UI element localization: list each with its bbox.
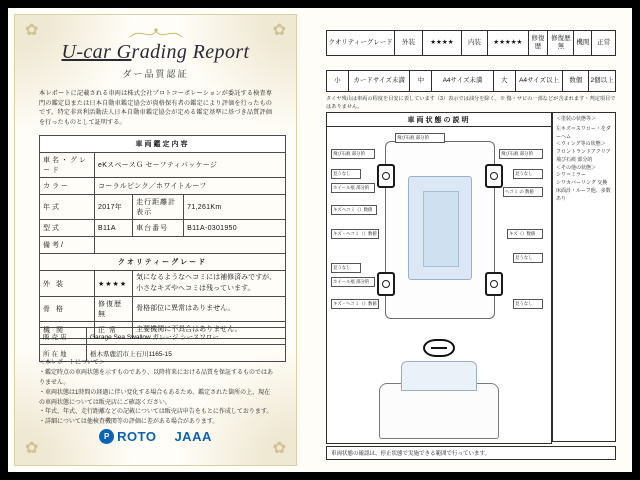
- logo-row: [15, 423, 296, 449]
- diagram-label: 飛び石痕 部分的: [499, 149, 543, 159]
- page-title-rest: rading Report: [131, 41, 250, 63]
- ornament-icon: ✿: [25, 440, 39, 457]
- car-rear-body: [379, 383, 499, 439]
- diagram-label: キズ（）数値: [507, 229, 543, 239]
- wheel-front-right: [485, 164, 503, 188]
- quality-interior-stars: ★★★★★: [488, 31, 529, 55]
- row-value-remark: [95, 237, 286, 254]
- page-subtitle: ダー品質認証: [122, 69, 189, 79]
- row-label-year: 年式: [40, 195, 95, 220]
- quality-interior-label: 内装: [462, 31, 488, 55]
- quality-grade-bar: [326, 30, 616, 56]
- car-top-view: [385, 141, 495, 319]
- diagram-label: 見うなし: [513, 299, 543, 309]
- legend-line: シワカバーリング 交換: [556, 180, 608, 186]
- page-title: [15, 41, 296, 64]
- disclaimer-notes: [39, 359, 274, 428]
- diagram-label: キズ・ヘコミ（）数値: [331, 299, 379, 309]
- grade-table-header: クオリティーグレード: [40, 254, 286, 271]
- left-panel: [8, 8, 303, 472]
- size-count-label: 数個: [563, 71, 589, 91]
- diagram-label: 飛び石痕 部分的: [395, 133, 445, 143]
- ornament-icon: ✿: [25, 22, 39, 39]
- grade-stars-exterior: ★★★★: [95, 271, 133, 297]
- row-value-color: コーラルピンク／ホワイトルーフ: [95, 178, 286, 195]
- note-line: ＜本レポートについて＞: [39, 360, 105, 366]
- grading-report-sheet: [8, 8, 632, 472]
- grade-note-frame: 骨格部位に異常はありません。: [133, 297, 286, 322]
- dealer-value-address: 栃木県鹿沼市上石川1165-15: [87, 345, 286, 362]
- size-medium-label: 中: [410, 71, 432, 91]
- diagram-label: ホイール痕 部分的: [331, 183, 375, 193]
- row-value-model-code: B11A: [95, 220, 133, 237]
- note-line: ・年式、年式、走行距離などの記載については販売店申告をもとに作成しております。: [39, 409, 273, 416]
- car-rear-view: [379, 361, 499, 439]
- size-small-label: 小: [327, 71, 349, 91]
- dealer-value-store: Garage Sea Swallow ガレージ シースワロー: [87, 328, 286, 345]
- steering-wheel-icon: [423, 339, 455, 357]
- diagram-label: 見うなし: [513, 253, 543, 263]
- row-value-model-grade: eKスペースＧ セーフティパッケージ: [95, 153, 286, 178]
- legend-title: ＜塗装の状態等＞: [556, 116, 597, 122]
- dealer-label-store: 販売店: [40, 328, 87, 345]
- row-label-mileage: 走行距離計表示: [133, 195, 184, 220]
- diagram-footer-note: 車両状態の確認は、停止状態で実施できる範囲で行っています。: [326, 446, 616, 460]
- vehicle-diagram-header: 車両状態の説明: [327, 113, 551, 127]
- diagram-label: 飛び石痕 部分的: [331, 149, 375, 159]
- quality-frame-label: 修復歴: [529, 31, 549, 55]
- note-line: ・鑑定時点の車両状態を示すものであり、以降将来における品質を保証するものではありません。: [39, 369, 274, 386]
- grade-stars-engine: 正 常: [95, 322, 133, 339]
- row-value-mileage: 71,261Km: [184, 195, 286, 220]
- row-value-year: 2017年: [95, 195, 133, 220]
- ornament-icon: ✿: [272, 440, 286, 457]
- proto-logo: [99, 429, 156, 444]
- quality-exterior-stars: ★★★★: [423, 31, 462, 55]
- legend-line: 左キズ＝スワロー・をダーヘム: [556, 125, 611, 140]
- legend-line: フロントランドアクリア 飛び石痕 部分的: [556, 149, 611, 163]
- grade-label-engine: 機 関: [40, 322, 95, 339]
- diagram-label: 見うなし: [331, 263, 361, 273]
- note-line: ・車両状態は1時間の経過に伴い変化する場合もあるため、鑑定された箇所の上、現在の車両状態については販売店にご確認ください。: [39, 389, 271, 406]
- legend-line: シワ＝ミラー: [556, 172, 587, 179]
- size-medium-desc: A4サイズ未満: [432, 71, 494, 91]
- row-label-model-grade: 車名・グレード: [40, 153, 95, 178]
- note-line: ・詳細については他検査機関等の評価に差がある場合があります。: [39, 419, 219, 426]
- dealer-table: [39, 327, 286, 362]
- diagram-label: ヘコミ の 数値: [503, 187, 543, 197]
- diagram-label: キズヘコミ（）数値: [331, 205, 377, 215]
- dealer-label-address: 所在地: [40, 345, 87, 362]
- diagram-legend: [552, 112, 616, 442]
- quality-frame-value: 修復歴 無: [548, 31, 574, 55]
- ornamental-frame: [14, 14, 297, 466]
- proto-mark-icon: P: [99, 429, 114, 444]
- legend-line: ＜その他の状態＞: [556, 164, 597, 171]
- quality-exterior-label: 外装: [395, 31, 423, 55]
- size-small-desc: カードサイズ未満: [349, 71, 411, 91]
- proto-logo-text: ROTO: [117, 428, 157, 444]
- size-large-label: 大: [494, 71, 516, 91]
- grade-note-engine: 主要機関に不具合はありません。: [133, 322, 286, 339]
- grade-note-exterior: 気になるようなヘコミには補修済みですが、小さなキズやヘコミは残っています。: [133, 271, 286, 297]
- size-legend-note: タイヤ残山は車両の程度を目安に表しています（3）表示では油分を除く。※ 傷・サビの一部などが含まれます・判定項目ではありません。: [326, 96, 616, 110]
- wheel-rear-left: [377, 272, 395, 296]
- grade-label-exterior: 外 装: [40, 271, 95, 297]
- diagram-label: 見うなし: [331, 169, 361, 179]
- row-label-remark: 備考/: [40, 237, 95, 254]
- grade-label-frame: 骨 格: [40, 297, 95, 322]
- diagram-label: ホイール痕 部分的: [331, 277, 375, 287]
- grade-stars-frame: 修復歴 無: [95, 297, 133, 322]
- right-panel: [306, 8, 632, 472]
- quality-engine-label: 機関: [574, 31, 592, 55]
- row-label-model-code: 型式: [40, 220, 95, 237]
- size-count-desc: 2個以上: [590, 77, 614, 85]
- row-label-color: カラー: [40, 178, 95, 195]
- diagram-label: 見うなし: [513, 169, 543, 179]
- car-rear-window: [401, 361, 477, 391]
- legend-line: ＜ウィング等の状態＞: [556, 141, 606, 148]
- quality-grade-label: クオリティーグレード: [327, 31, 395, 55]
- page-title-prefix: U-car G: [61, 41, 132, 63]
- row-value-vin: B11A-0301950: [184, 220, 286, 237]
- wheel-rear-right: [485, 272, 503, 296]
- vehicle-detail-table: [39, 135, 286, 339]
- jaaa-logo-text: JAAA: [174, 428, 212, 444]
- intro-paragraph: 本レポートに記載される車両は株式会社プロトコーポレーションが委託する検査専門の鑑定員または日本自動車鑑定協会が資格保有者の鑑定により評価を行ったものです。特定非営利活動法人日本自動車鑑定協会が定める鑑定基準に基づき品質評価を行ったものとして証明する。: [39, 90, 272, 126]
- size-large-desc: A4サイズ以上: [516, 71, 564, 91]
- ornament-icon: ✿: [272, 22, 286, 39]
- diagram-label: キズ・ヘコミ（）数値: [331, 229, 379, 239]
- vehicle-diagram: [326, 112, 552, 444]
- car-cabin: [408, 176, 472, 280]
- wheel-front-left: [377, 164, 395, 188]
- row-label-vin: 車台番号: [133, 220, 184, 237]
- vehicle-table-header: 車両鑑定内容: [40, 136, 286, 153]
- car-cabin-inner: [423, 191, 459, 267]
- quality-engine-value: 正常: [597, 39, 611, 47]
- size-legend-bar: [326, 70, 616, 92]
- legend-line: 床面計・ルーフ他、多数あり: [556, 187, 611, 202]
